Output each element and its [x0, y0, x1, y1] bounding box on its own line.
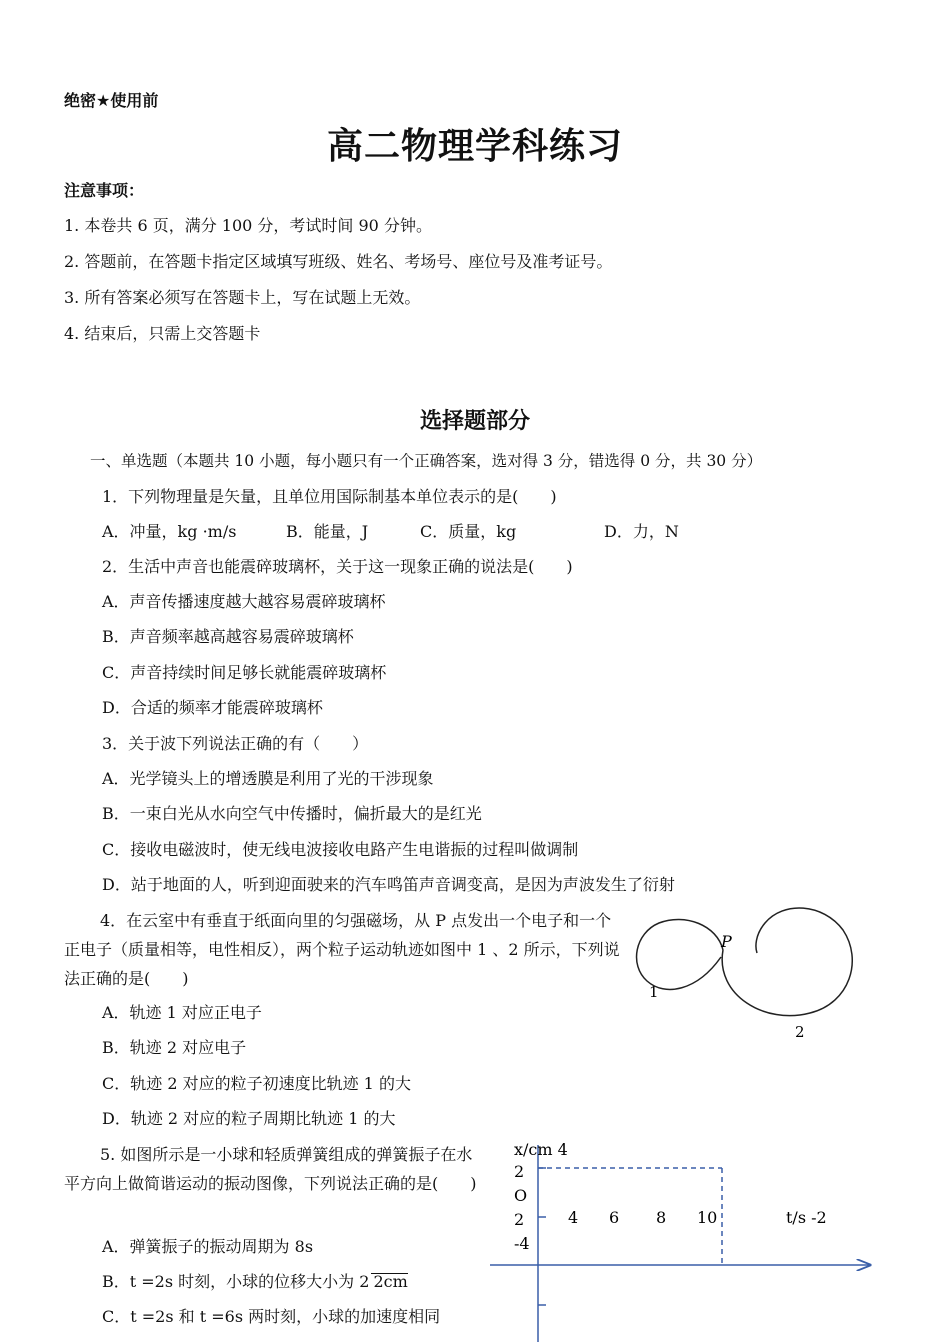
x-tick-label-10: 10 [697, 1208, 718, 1227]
q4-option-a: A．轨迹 1 对应正电子 [102, 1003, 262, 1022]
q5-option-b-text: B．t =2s 时刻，小球的位移大小为 2 [102, 1272, 370, 1291]
q1-stem: 1．下列物理量是矢量，且单位用国际制基本单位表示的是( ) [102, 487, 557, 506]
y-tick-label-2b: 2 [514, 1210, 525, 1229]
q4-stem: 4．在云室中有垂直于纸面向里的匀强磁场，从 P 点发出一个电子和一个正电子（质量相等，电性相反），两个粒子运动轨迹如图中 1 、2 所示，下列说法正确的是( ) [64, 911, 620, 988]
part-intro: 一、单选题（本题共 10 小题，每小题只有一个正确答案，选对得 3 分，错选得 0 分，共 30 分） [90, 452, 763, 470]
q3-stem: 3．关于波下列说法正确的有（ ） [102, 734, 369, 753]
notice-item-4: 4. 结束后，只需上交答题卡 [64, 324, 261, 343]
sqrt-value: 2cm [373, 1272, 408, 1291]
q2-stem: 2．生活中声音也能震碎玻璃杯，关于这一现象正确的说法是( ) [102, 557, 573, 576]
q5-option-a: A．弹簧振子的振动周期为 8s [102, 1237, 314, 1256]
x-axis-label: t/s -2 [786, 1208, 827, 1227]
y-axis-label: x/cm 4 [514, 1140, 568, 1159]
confidential-mark: 绝密★使用前 [64, 91, 159, 110]
q2-option-d: D．合适的频率才能震碎玻璃杯 [102, 698, 323, 717]
q4-option-b: B．轨迹 2 对应电子 [102, 1038, 247, 1057]
x-tick-label-6: 6 [609, 1208, 620, 1227]
q2-option-b: B．声音频率越高越容易震碎玻璃杯 [102, 627, 354, 646]
particle-track-figure [625, 895, 865, 1045]
q1-option-c: C．质量，kg [420, 522, 517, 541]
track-2-curve [722, 908, 852, 1016]
y-tick-label-2: 2 [514, 1162, 525, 1181]
oscillation-graph [490, 1135, 890, 1342]
q1-option-a: A．冲量，kg ·m/s [102, 522, 237, 541]
x-tick-label-8: 8 [656, 1208, 667, 1227]
notice-item-3: 3. 所有答案必须写在答题卡上，写在试题上无效。 [64, 288, 421, 307]
q2-option-a: A．声音传播速度越大越容易震碎玻璃杯 [102, 592, 386, 611]
section-title: 选择题部分 [419, 409, 530, 434]
point-p-label: P [721, 932, 732, 951]
q4-option-c: C．轨迹 2 对应的粒子初速度比轨迹 1 的大 [102, 1074, 411, 1093]
track-1-curve [637, 919, 723, 989]
q3-option-b: B．一束白光从水向空气中传播时，偏折最大的是红光 [102, 804, 482, 823]
page-title: 高二物理学科练习 [326, 126, 623, 167]
notice-item-2: 2. 答题前，在答题卡指定区域填写班级、姓名、考场号、座位号及准考证号。 [64, 252, 613, 271]
q1-option-d: D．力，N [604, 522, 679, 541]
y-tick-label-neg4: -4 [514, 1234, 530, 1253]
track-2-label: 2 [795, 1023, 805, 1041]
q5-stem: 5. 如图所示是一小球和轻质弹簧组成的弹簧振子在水平方向上做简谐运动的振动图像，下列说法正确的是( ) [64, 1145, 477, 1193]
notice-item-1: 1. 本卷共 6 页，满分 100 分，考试时间 90 分钟。 [64, 216, 432, 235]
q4-option-d: D．轨迹 2 对应的粒子周期比轨迹 1 的大 [102, 1109, 396, 1128]
notice-heading: 注意事项： [64, 181, 145, 200]
q5-option-c: C．t =2s 和 t =6s 两时刻，小球的加速度相同 [102, 1307, 441, 1326]
q3-option-c: C．接收电磁波时，使无线电波接收电路产生电谐振的过程叫做调制 [102, 840, 579, 859]
q2-option-c: C．声音持续时间足够长就能震碎玻璃杯 [102, 663, 387, 682]
x-tick-label-4: 4 [568, 1208, 579, 1227]
q1-option-b: B．能量，J [286, 522, 369, 541]
q3-option-d: D．站于地面的人，听到迎面驶来的汽车鸣笛声音调变高，是因为声波发生了衍射 [102, 875, 675, 894]
origin-label: O [514, 1186, 528, 1205]
q5-option-b [102, 1269, 408, 1292]
track-1-label: 1 [649, 983, 659, 1001]
q3-option-a: A．光学镜头上的增透膜是利用了光的干涉现象 [102, 769, 434, 788]
